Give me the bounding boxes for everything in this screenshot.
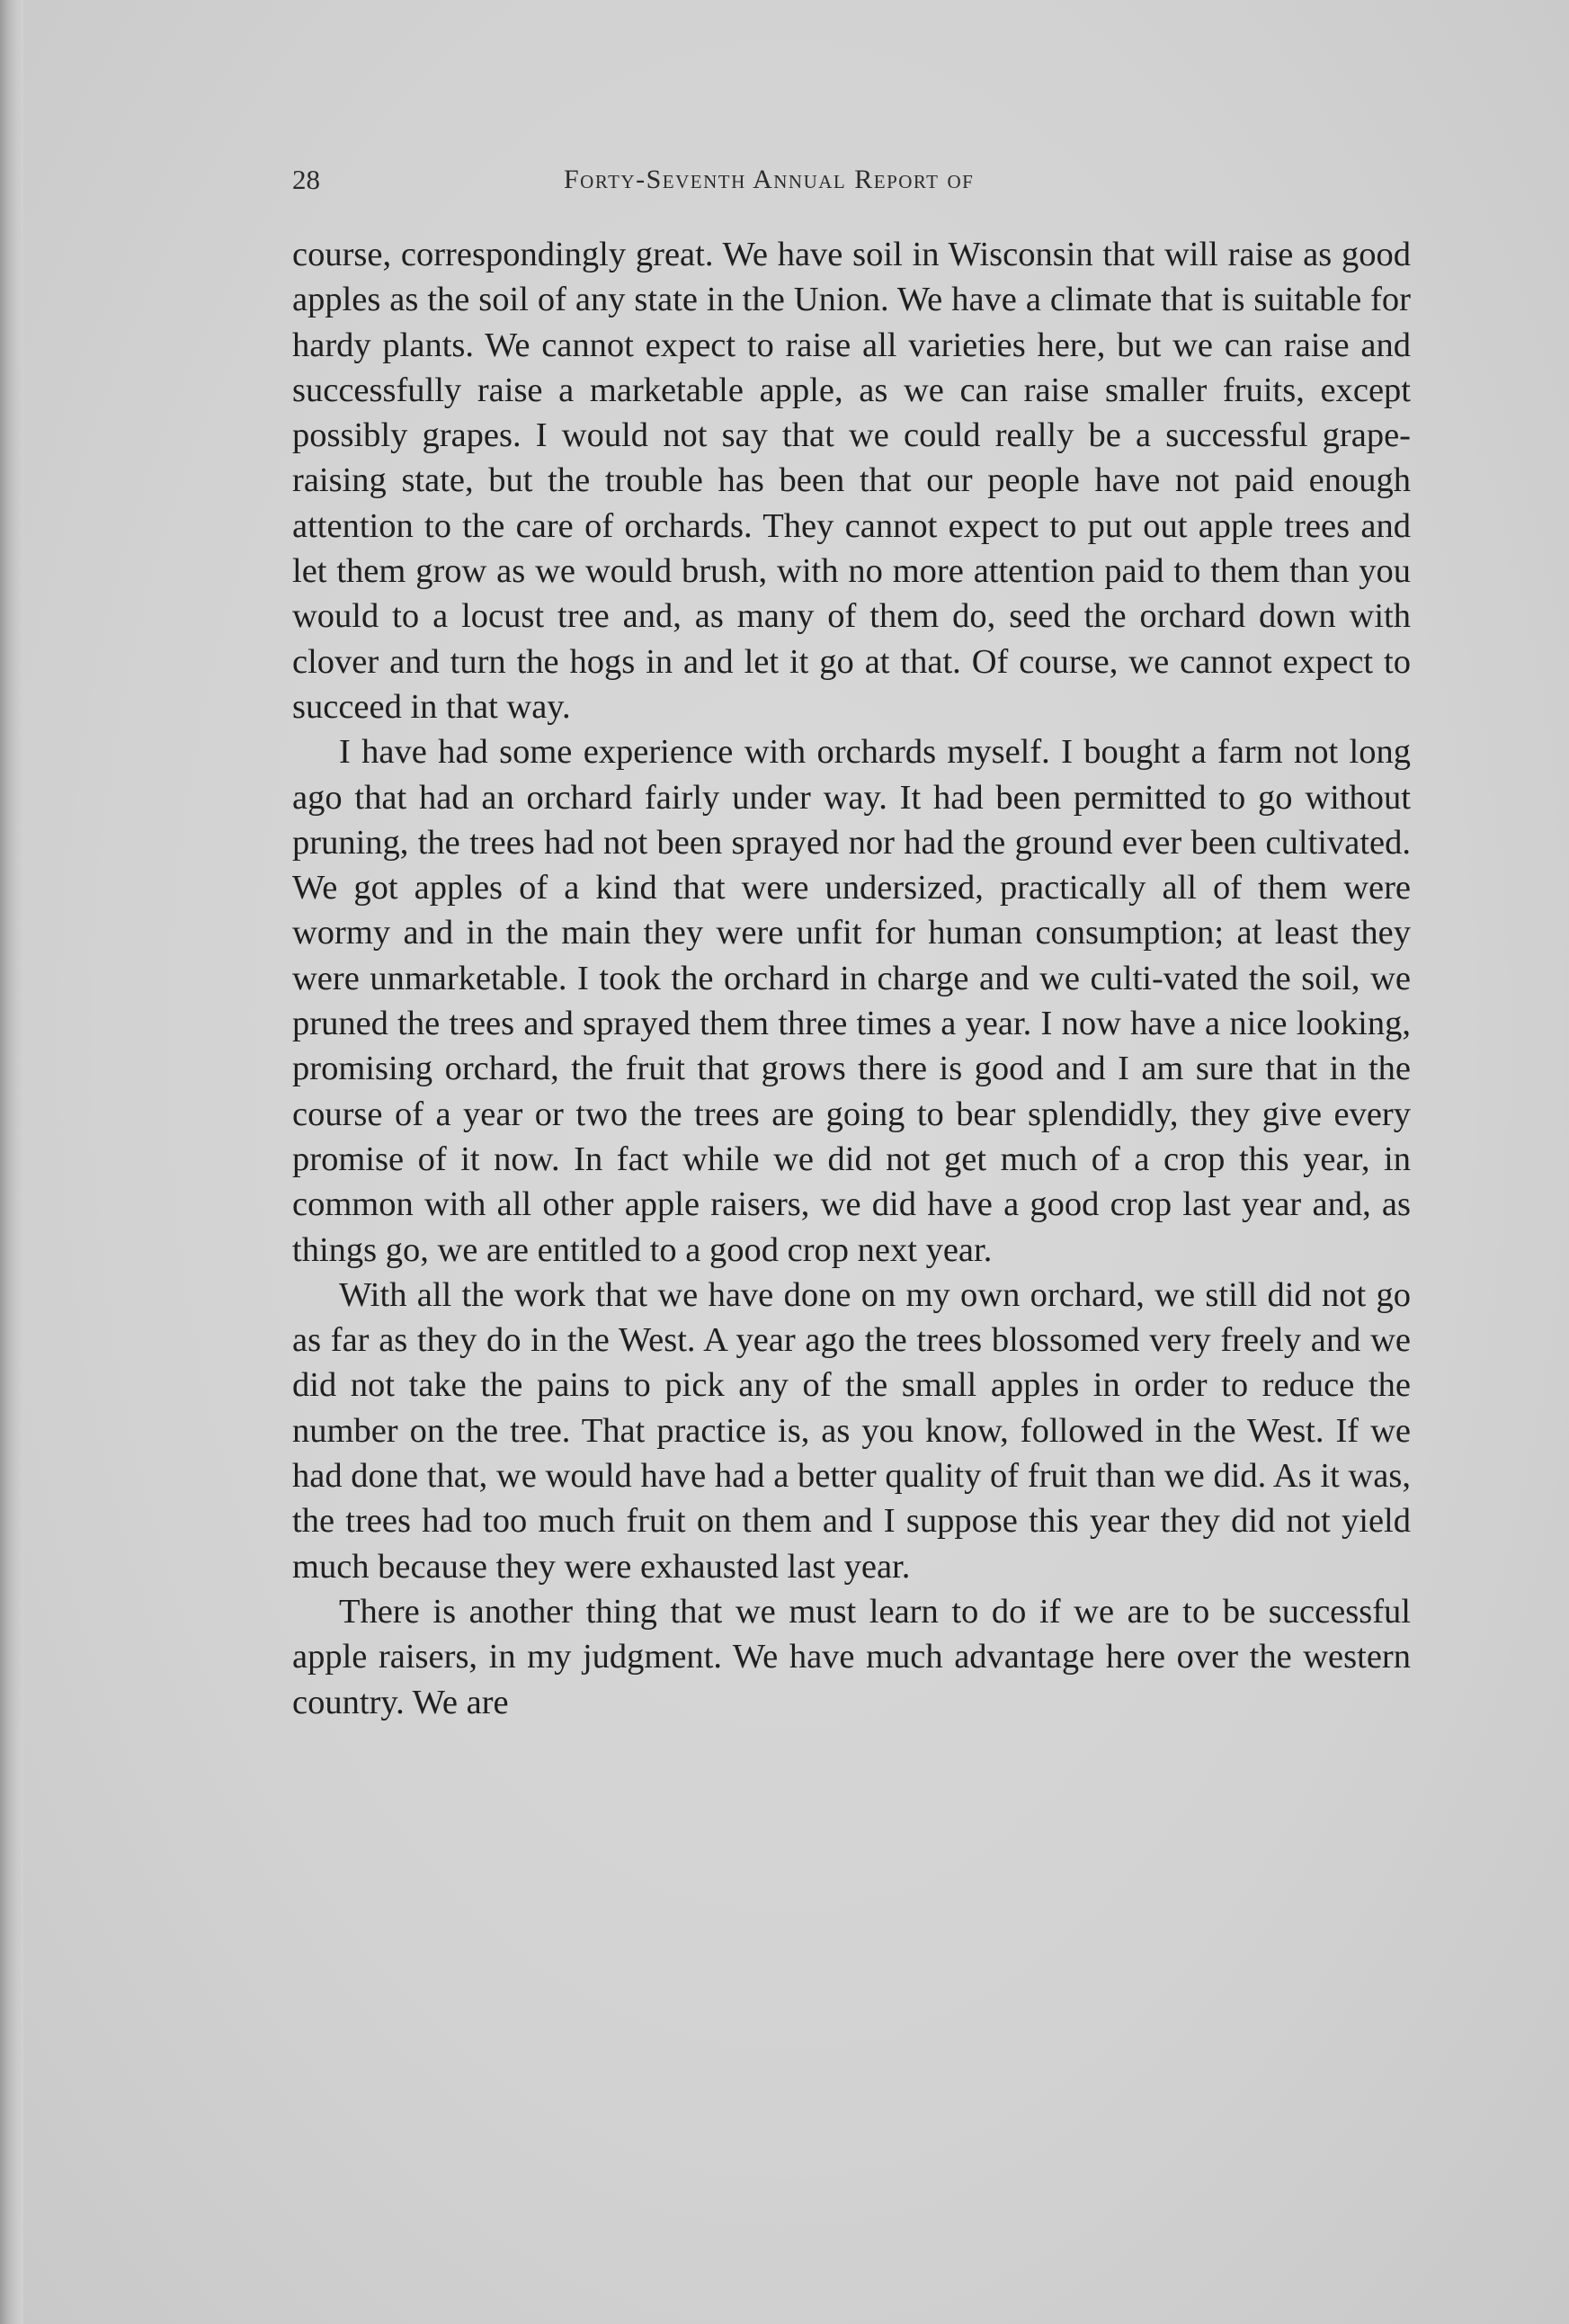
paragraph-continuation: course, correspondingly great. We have soil in Wisconsin that will raise as good apples as the soil of any state in the Union. We have a climate that is suitable for hardy plants. We cannot expect to raise all varieties here, but we can raise and successfully raise a marketable apple, as we can raise smaller fruits, except possibly grapes. I would not say that we could really be a successful grape-raising state, but the trouble has been that our people have not paid enough attention to the care of orchards. They cannot expect to put out apple trees and let them grow as we would brush, with no more attention paid to them than you would to a locust tree and, as many of them do, seed the orchard down with clover and turn the hogs in and let it go at that. Of course, we cannot expect to succeed in that way. bbox=[292, 236, 1411, 726]
paragraph-another-thing: There is another thing that we must learn to do if we are to be successful apple raisers, in my judgment. We have much advantage here over the western country. We are bbox=[292, 1592, 1411, 1721]
page-number: 28 bbox=[292, 164, 320, 195]
running-head: Forty-Seventh Annual Report of bbox=[564, 165, 975, 194]
paragraph-west-comparison: With all the work that we have done on my own orchard, we still did not go as far as they do in the West. A year ago the trees blossomed very freely and we did not take the pains to pick any of the small apples in order to reduce the number on the tree. That practice is, as you know, followed in the West. If we had done that, we would have had a better quality of fruit than we did. As it was, the trees had too much fruit on them and I suppose this year they did not yield much because they were exhausted last year. bbox=[292, 1275, 1411, 1586]
page-binding-edge bbox=[0, 0, 23, 2324]
page-header bbox=[292, 160, 1421, 205]
body-text bbox=[292, 232, 1411, 1725]
paragraph-orchard-experience: I have had some experience with orchards myself. I bought a farm not long ago that had an orchard fairly under way. It had been permitted to go without pruning, the trees had not been sprayed nor had the ground ever been cultivated. We got apples of a kind that were undersized, practically all of them were wormy and in the main they were unfit for human consumption; at least they were unmarketable. I took the orchard in charge and we culti-vated the soil, we pruned the trees and sprayed them three times a year. I now have a nice looking, promising orchard, the fruit that grows there is good and I am sure that in the course of a year or two the trees are going to bear splendidly, they give every promise of it now. In fact while we did not get much of a crop this year, in common with all other apple raisers, we did have a good crop last year and, as things go, we are entitled to a good crop next year. bbox=[292, 733, 1411, 1269]
